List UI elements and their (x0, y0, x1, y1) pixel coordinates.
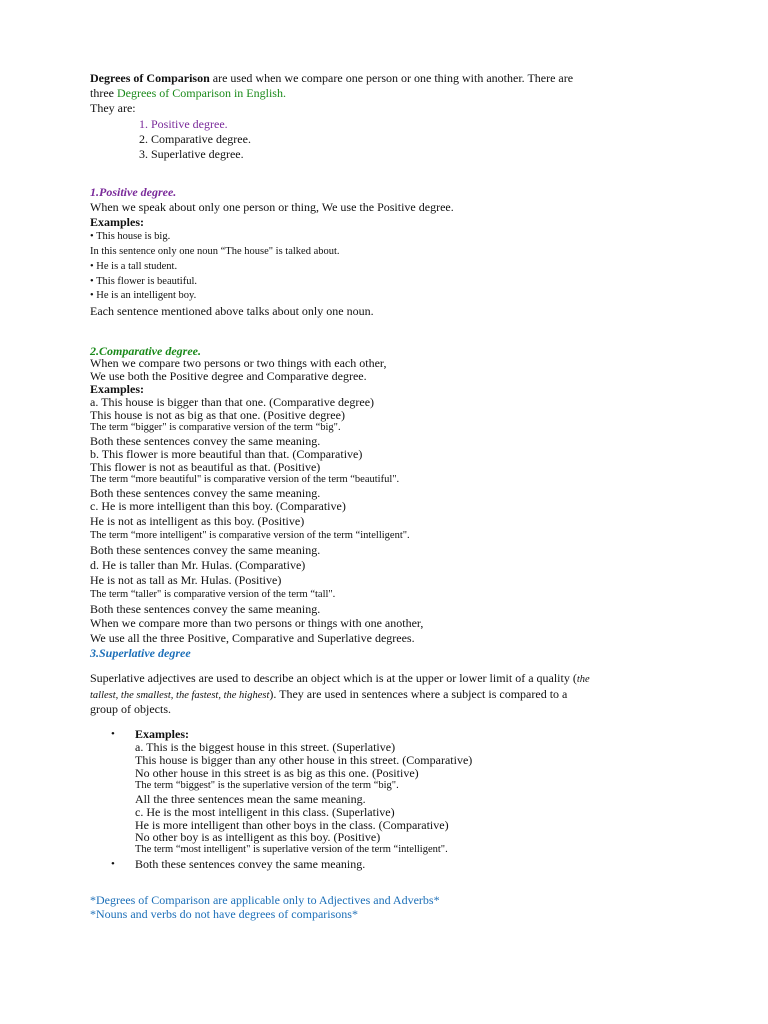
positive-line-1: • This house is big. (90, 231, 171, 242)
superlative-line-2: This house is bigger than any other house in this street. (Comparative) (135, 753, 473, 767)
note-1: *Degrees of Comparison are applicable only to Adjectives and Adverbs* (90, 893, 440, 907)
intro-they-are: They are: (90, 101, 136, 115)
intro-line-2 (90, 86, 286, 100)
comparative-line-10: He is not as intelligent as this boy. (Positive) (90, 514, 305, 528)
intro-list-item-1: 1. Positive degree. (139, 117, 228, 131)
bullet-marker: • (111, 728, 115, 740)
intro-line-1 (90, 71, 573, 85)
superlative-last-bullet: Both these sentences convey the same meaning. (135, 857, 366, 871)
comparative-line-17: When we compare more than two persons or things with one another, (90, 616, 424, 630)
superlative-para-1b: the (576, 674, 590, 685)
superlative-line-1: a. This is the biggest house in this street. (Superlative) (135, 740, 396, 754)
positive-line-2: In this sentence only one noun “The house" is talked about. (90, 246, 340, 257)
comparative-desc-1: When we compare two persons or two things with each other, (90, 356, 387, 370)
superlative-para-2a: tallest, the smallest, the fastest, the highest (90, 690, 270, 701)
comparative-line-13: d. He is taller than Mr. Hulas. (Comparative) (90, 558, 306, 572)
positive-line-4: • This flower is beautiful. (90, 276, 198, 287)
superlative-examples-label: Examples: (135, 727, 189, 741)
comparative-line-2: This house is not as big as that one. (Positive degree) (90, 408, 345, 422)
comparative-line-9: c. He is more intelligent than this boy. (Comparative) (90, 499, 346, 513)
intro-three-word: three (90, 86, 117, 100)
intro-list-item-3: 3. Superlative degree. (139, 147, 244, 161)
comparative-line-4: Both these sentences convey the same meaning. (90, 434, 321, 448)
superlative-para-line-2 (90, 687, 567, 703)
comparative-line-1: a. This house is bigger than that one. (Comparative degree) (90, 395, 375, 409)
comparative-line-6: This flower is not as beautiful as that. (Positive) (90, 460, 321, 474)
intro-list-item-2: 2. Comparative degree. (139, 132, 251, 146)
intro-lead-bold: Degrees of Comparison (90, 71, 210, 85)
superlative-line-7: He is more intelligent than other boys in the class. (Comparative) (135, 818, 449, 832)
positive-line-3: • He is a tall student. (90, 261, 178, 272)
comparative-desc-2: We use both the Positive degree and Comparative degree. (90, 369, 367, 383)
superlative-para-line-1 (90, 671, 590, 687)
superlative-line-4: The term “biggest" is the superlative version of the term “big". (135, 780, 399, 791)
superlative-para-2b: ). They are used in sentences where a subject is compared to a (269, 687, 568, 701)
intro-three-green: Degrees of Comparison in English. (116, 86, 286, 100)
superlative-line-9: The term “most intelligent" is superlative version of the term “intelligent". (135, 844, 448, 855)
superlative-heading: 3.Superlative degree (90, 646, 191, 660)
intro-lead-rest: are used when we compare one person or one thing with another. There are (209, 71, 574, 85)
positive-desc: When we speak about only one person or thing, We use the Positive degree. (90, 200, 454, 214)
positive-line-5: • He is an intelligent boy. (90, 290, 197, 301)
comparative-heading: 2.Comparative degree. (90, 344, 201, 358)
comparative-line-8: Both these sentences convey the same meaning. (90, 486, 321, 500)
note-2: *Nouns and verbs do not have degrees of comparisons* (90, 907, 358, 921)
superlative-para-1a: Superlative adjectives are used to describe an object which is at the upper or lower limit of a quality ( (90, 671, 577, 685)
superlative-line-6: c. He is the most intelligent in this class. (Superlative) (135, 805, 395, 819)
positive-examples-label: Examples: (90, 215, 144, 229)
comparative-line-15: The term “taller" is comparative version of the term “tall". (90, 589, 336, 600)
comparative-line-5: b. This flower is more beautiful than that. (Comparative) (90, 447, 363, 461)
comparative-line-7: The term “more beautiful" is comparative version of the term “beautiful". (90, 474, 400, 485)
superlative-para-line-3: group of objects. (90, 702, 171, 716)
comparative-line-14: He is not as tall as Mr. Hulas. (Positive) (90, 573, 282, 587)
comparative-line-3: The term “bigger" is comparative version of the term “big". (90, 422, 341, 433)
comparative-line-12: Both these sentences convey the same meaning. (90, 543, 321, 557)
bullet-marker: • (111, 858, 115, 870)
superlative-line-3: No other house in this street is as big as this one. (Positive) (135, 766, 419, 780)
superlative-line-5: All the three sentences mean the same meaning. (135, 792, 366, 806)
comparative-examples-label: Examples: (90, 382, 144, 396)
superlative-line-8: No other boy is as intelligent as this boy. (Positive) (135, 830, 381, 844)
comparative-line-18: We use all the three Positive, Comparative and Superlative degrees. (90, 631, 415, 645)
positive-line-6: Each sentence mentioned above talks about only one noun. (90, 304, 374, 318)
positive-heading: 1.Positive degree. (90, 185, 177, 199)
comparative-line-11: The term “more intelligent" is comparative version of the term “intelligent". (90, 530, 410, 541)
comparative-line-16: Both these sentences convey the same meaning. (90, 602, 321, 616)
